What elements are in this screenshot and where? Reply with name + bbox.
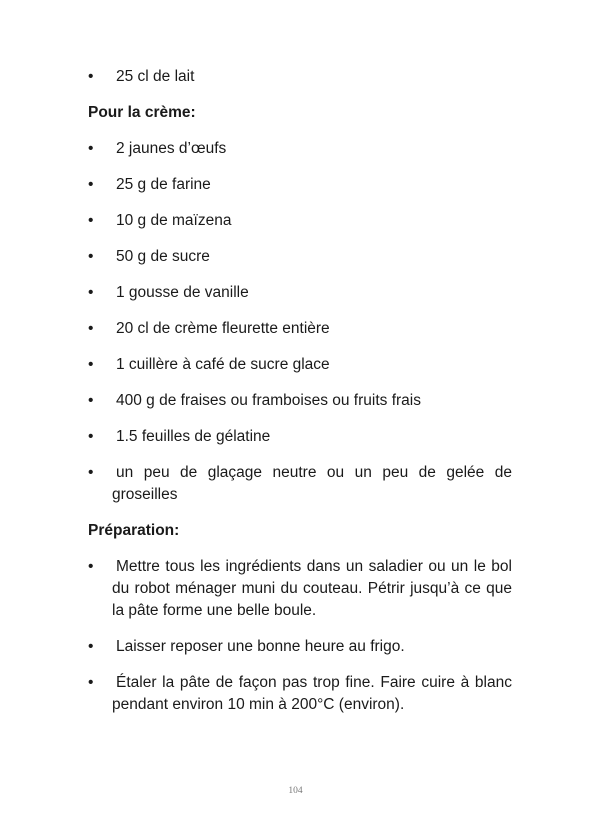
bullet: • [88,356,94,373]
bullet: • [88,674,94,691]
bullet: • [88,428,94,445]
ingredient-item [88,210,512,232]
ingredient-text: 25 g de farine [116,176,211,193]
bullet: • [88,176,94,193]
step-text: Mettre tous les ingrédients dans un saladier ou un le bol du robot ménager muni du couteau. Pétrir jusqu’à ce que la pâte forme une belle boule. [112,558,512,619]
ingredient-text: 1 cuillère à café de sucre glace [116,356,330,373]
preparation-step [88,636,512,658]
bullet: • [88,638,94,655]
bullet: • [88,392,94,409]
ingredient-item [88,246,512,268]
ingredient-text: 20 cl de crème fleurette entière [116,320,330,337]
bullet: • [88,68,94,85]
ingredient-text: 1.5 feuilles de gélatine [116,428,271,445]
ingredient-item [88,66,512,88]
bullet: • [88,558,94,575]
ingredient-text: un peu de glaçage neutre ou un peu de gelée de groseilles [112,464,512,503]
ingredient-item [88,390,512,412]
ingredient-item [88,318,512,340]
step-text: Laisser reposer une bonne heure au frigo. [116,638,405,655]
bullet: • [88,320,94,337]
ingredient-item [88,462,512,506]
page-content [88,66,512,730]
bullet: • [88,284,94,301]
step-text: Étaler la pâte de façon pas trop fine. Faire cuire à blanc pendant environ 10 min à 200°C (environ). [112,674,512,713]
ingredient-text: 25 cl de lait [116,68,195,85]
bullet: • [88,248,94,265]
preparation-step [88,672,512,716]
ingredient-item [88,426,512,448]
section-heading-preparation: Préparation: [88,522,180,539]
bullet: • [88,464,94,481]
bullet: • [88,212,94,229]
ingredient-item [88,354,512,376]
ingredient-text: 2 jaunes d’œufs [116,140,227,157]
ingredient-item [88,174,512,196]
ingredient-text: 400 g de fraises ou framboises ou fruits frais [116,392,421,409]
page-number: 104 [288,786,303,796]
bullet: • [88,140,94,157]
ingredient-text: 50 g de sucre [116,248,210,265]
ingredient-item [88,282,512,304]
ingredient-text: 1 gousse de vanille [116,284,249,301]
preparation-step [88,556,512,622]
ingredient-item [88,138,512,160]
ingredient-text: 10 g de maïzena [116,212,232,229]
section-heading-creme: Pour la crème: [88,104,196,121]
